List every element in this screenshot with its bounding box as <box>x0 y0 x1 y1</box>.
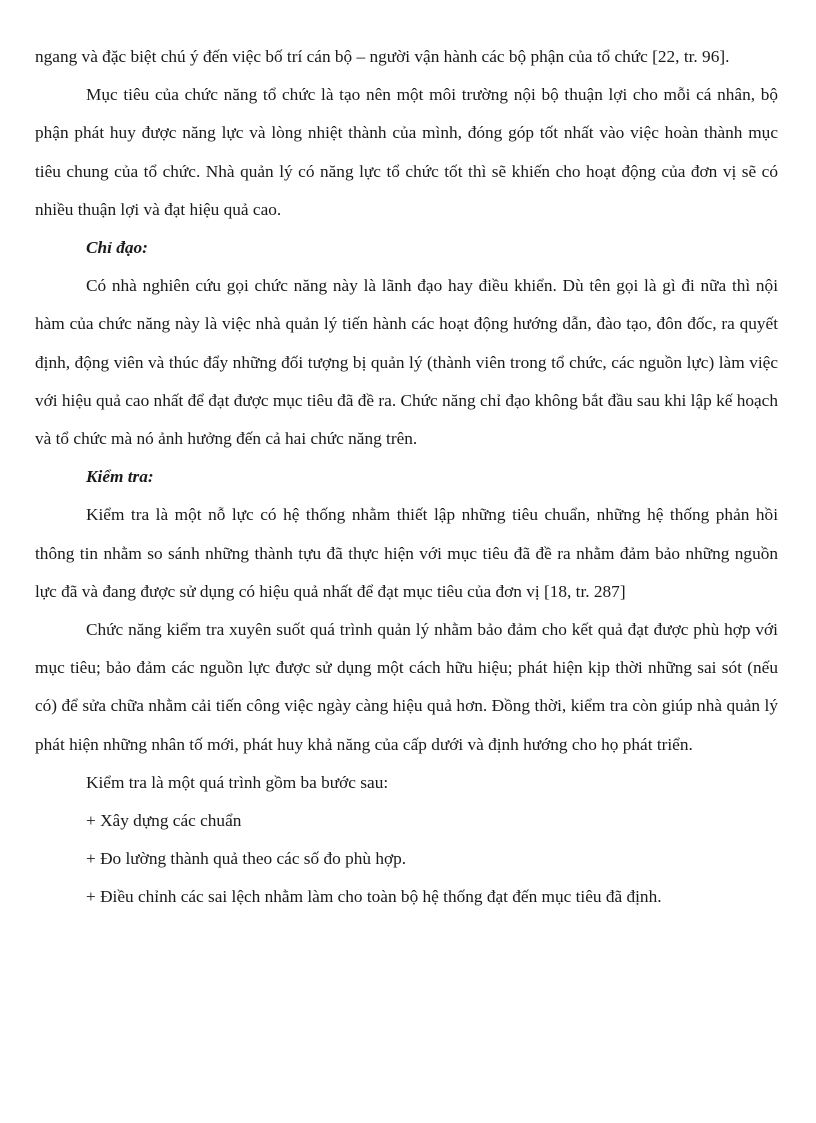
heading-kiem-tra: Kiểm tra: <box>86 467 154 487</box>
paragraph-organization-goal: Mục tiêu của chức năng tổ chức là tạo nên một môi trường nội bộ thuận lợi cho mỗi cá nhân, bộ phận phát huy được năng lực và lòng nhiệt thành của mình, đóng góp tốt nhất vào việc hoàn thành mục tiêu chung của tổ chức. Nhà quản lý có năng lực tổ chức tốt thì sẽ khiến cho hoạt động của đơn vị sẽ có nhiều thuận lợi và đạt hiệu quả cao. <box>35 85 778 219</box>
paragraph-kiem-tra-steps-intro: Kiểm tra là một quá trình gồm ba bước sau: <box>86 772 389 792</box>
paragraph-kiem-tra-definition: Kiểm tra là một nỗ lực có hệ thống nhằm thiết lập những tiêu chuẩn, những hệ thống phản hồi thông tin nhằm so sánh những thành tựu đã thực hiện với mục tiêu đã đề ra nhằm đảm bảo những nguồn lực đã và đang được sử dụng có hiệu quả nhất để đạt mục tiêu của đơn vị [18, tr. 287] <box>35 505 778 601</box>
list-item-step-2: + Đo lường thành quả theo các số đo phù hợp. <box>86 849 407 869</box>
heading-chi-dao: Chỉ đạo: <box>86 238 148 258</box>
list-item-step-1: + Xây dựng các chuẩn <box>86 811 242 831</box>
list-item-step-3: + Điều chỉnh các sai lệch nhằm làm cho toàn bộ hệ thống đạt đến mục tiêu đã định. <box>86 887 662 907</box>
paragraph-kiem-tra-function: Chức năng kiểm tra xuyên suốt quá trình quản lý nhằm bảo đảm cho kết quả đạt được phù hợp với mục tiêu; bảo đảm các nguồn lực được sử dụng một cách hữu hiệu; phát hiện kịp thời những sai sót (nếu có) để sửa chữa nhằm cải tiến công việc ngày càng hiệu quả hơn. Đồng thời, kiểm tra còn giúp nhà quản lý phát hiện những nhân tố mới, phát huy khả năng của cấp dưới và định hướng cho họ phát triển. <box>35 620 778 754</box>
paragraph-continuation: ngang và đặc biệt chú ý đến việc bố trí cán bộ – người vận hành các bộ phận của tổ chức [22, tr. 96]. <box>35 47 730 66</box>
paragraph-chi-dao: Có nhà nghiên cứu gọi chức năng này là lãnh đạo hay điều khiển. Dù tên gọi là gì đi nữa thì nội hàm của chức năng này là việc nhà quản lý tiến hành các hoạt động hướng dẫn, đào tạo, đôn đốc, ra quyết định, động viên và thúc đẩy những đối tượng bị quản lý (thành viên trong tổ chức, các nguồn lực) làm việc với hiệu quả cao nhất để đạt được mục tiêu đã đề ra. Chức năng chỉ đạo không bắt đầu sau khi lập kế hoạch và tổ chức mà nó ảnh hưởng đến cả hai chức năng trên. <box>35 276 778 449</box>
text-block <box>35 38 778 917</box>
